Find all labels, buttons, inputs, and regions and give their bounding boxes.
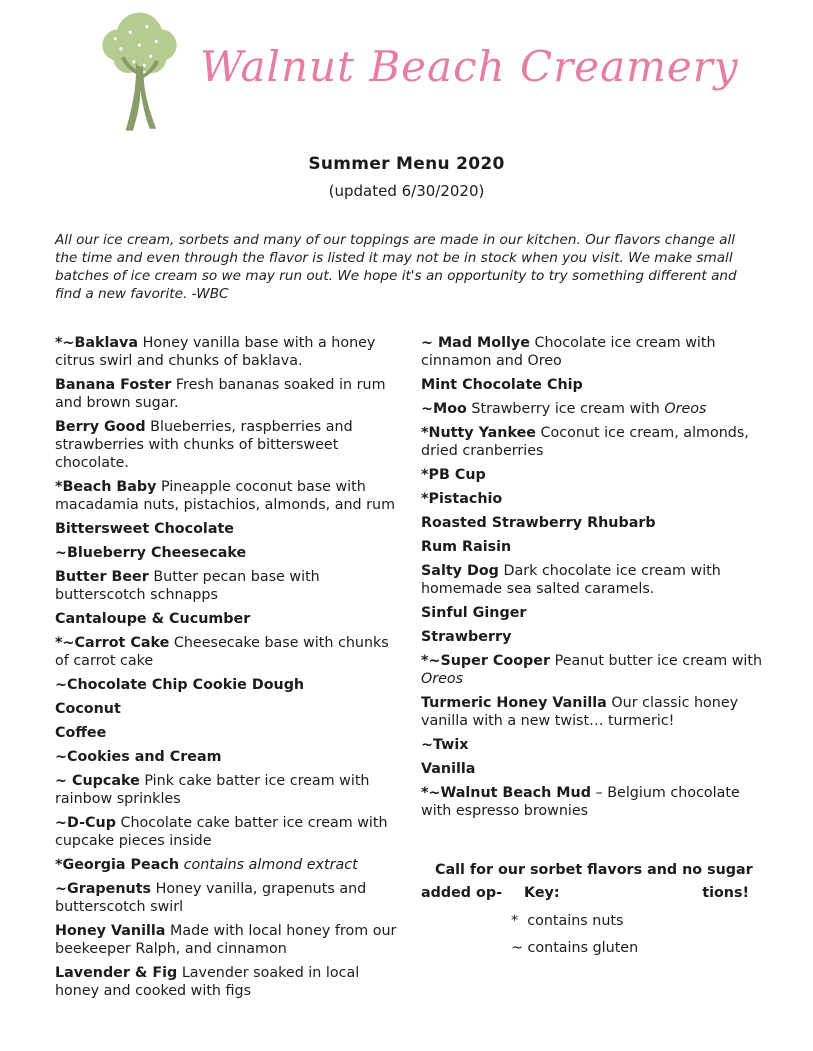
item-name: Salty Dog (421, 562, 499, 579)
key-legend-item: ~ contains gluten (511, 939, 639, 956)
item-name: *Nutty Yankee (421, 424, 536, 441)
item-name: *Beach Baby (55, 478, 157, 495)
menu-columns (55, 334, 763, 1006)
item-name: ~Grapenuts (55, 880, 152, 897)
menu-item (421, 628, 763, 646)
menu-item (421, 514, 763, 532)
menu-item (421, 760, 763, 778)
menu-item (55, 772, 397, 808)
brand-script-title: Walnut Beach Creamery (200, 42, 739, 91)
key-legend-item: * contains nuts (511, 912, 624, 929)
menu-item (55, 376, 397, 412)
item-name: Lavender & Fig (55, 964, 178, 981)
item-description: Honey vanilla, grapenuts and butterscotch swirl (55, 880, 367, 915)
item-name: Turmeric Honey Vanilla (421, 694, 607, 711)
menu-item (421, 604, 763, 622)
item-description: Butter pecan base with butterscotch schnapps (55, 568, 320, 603)
sorbet-note-line2-left: added op- (421, 884, 503, 901)
menu-item (55, 964, 397, 1000)
menu-item (421, 538, 763, 556)
item-name: ~D-Cup (55, 814, 116, 831)
menu-item (55, 634, 397, 670)
key-legend (421, 913, 763, 956)
menu-item (421, 466, 763, 484)
item-description-italic: Oreos (421, 670, 464, 687)
menu-item (55, 544, 397, 562)
menu-item (55, 748, 397, 766)
menu-title: Summer Menu 2020 (308, 154, 505, 174)
item-name: *Georgia Peach (55, 856, 180, 873)
sorbet-note-and-key (421, 862, 763, 956)
menu-item (55, 856, 397, 874)
item-name: *PB Cup (421, 466, 486, 483)
item-description: Chocolate ice cream with cinnamon and Oreo (421, 334, 716, 369)
item-name: Berry Good (55, 418, 146, 435)
item-name: Bittersweet Chocolate (55, 520, 235, 537)
item-name: *~Walnut Beach Mud (421, 784, 591, 801)
item-description: Strawberry ice cream with (471, 400, 665, 417)
menu-item (55, 724, 397, 742)
item-name: Mint Chocolate Chip (421, 376, 583, 393)
menu-item (55, 568, 397, 604)
item-name: Coffee (55, 724, 107, 741)
item-name: *~Super Cooper (421, 652, 551, 669)
item-name: *Pistachio (421, 490, 503, 507)
menu-item (55, 676, 397, 694)
item-description-italic: Oreos (664, 400, 707, 417)
item-description: Dark chocolate ice cream with homemade sea salted caramels. (421, 562, 721, 597)
sorbet-note-line1: Call for our sorbet flavors and no sugar (435, 861, 753, 878)
item-description: – Belgium chocolate with espresso brownies (421, 784, 740, 819)
item-name: Roasted Strawberry Rhubarb (421, 514, 656, 531)
item-description-italic: contains almond extract (183, 856, 358, 873)
menu-item (55, 700, 397, 718)
menu-item (55, 478, 397, 514)
item-name: ~Blueberry Cheesecake (55, 544, 247, 561)
menu-item (421, 562, 763, 598)
item-description: Pineapple coconut base with macadamia nuts, pistachios, almonds, and rum (55, 478, 396, 513)
menu-item (421, 694, 763, 730)
item-description: Our classic honey vanilla with a new twist… turmeric! (421, 694, 739, 729)
tree-logo-icon (92, 8, 187, 138)
item-name: ~ Mad Mollye (421, 334, 530, 351)
item-description: Pink cake batter ice cream with rainbow sprinkles (55, 772, 370, 807)
item-description: Lavender soaked in local honey and cooked with figs (55, 964, 360, 999)
item-description: Blueberries, raspberries and strawberries with chunks of bittersweet chocolate. (55, 418, 353, 471)
menu-item (421, 334, 763, 370)
menu-item (55, 922, 397, 958)
menu-item (421, 490, 763, 508)
menu-list-left (55, 334, 397, 1000)
item-name: Vanilla (421, 760, 476, 777)
item-description: Made with local honey from our beekeeper Ralph, and cinnamon (55, 922, 397, 957)
menu-item (55, 418, 397, 472)
menu-list-right (421, 334, 763, 820)
item-description: Chocolate cake batter ice cream with cupcake pieces inside (55, 814, 388, 849)
item-name: ~Chocolate Chip Cookie Dough (55, 676, 305, 693)
menu-item (421, 400, 763, 418)
item-name: Coconut (55, 700, 121, 717)
menu-item (55, 610, 397, 628)
item-description: Honey vanilla base with a honey citrus swirl and chunks of baklava. (55, 334, 376, 369)
item-description: Coconut ice cream, almonds, dried cranberries (421, 424, 749, 459)
menu-item (55, 814, 397, 850)
menu-item (421, 784, 763, 820)
item-name: Strawberry (421, 628, 512, 645)
key-label: Key: (524, 884, 560, 901)
menu-column-left (55, 334, 397, 1006)
menu-item (421, 376, 763, 394)
menu-item (55, 880, 397, 916)
item-name: Banana Foster (55, 376, 172, 393)
item-name: Cantaloupe & Cucumber (55, 610, 251, 627)
header (0, 0, 813, 140)
item-name: ~Moo (421, 400, 467, 417)
sorbet-note-line2 (421, 885, 763, 901)
item-name: Sinful Ginger (421, 604, 527, 621)
menu-item (55, 334, 397, 370)
item-name: *~Carrot Cake (55, 634, 170, 651)
menu-column-right (421, 334, 763, 1006)
menu-item (421, 652, 763, 688)
intro-paragraph: All our ice cream, sorbets and many of our toppings are made in our kitchen. Our flavors change all the time and even through the flavor is listed it may not be in stock when you visit. We make small batches of ice cream so we may run out. We hope it's an opportunity to try something different and find a new favorite. -WBC (55, 232, 737, 302)
sorbet-note-line2-right: tions! (702, 884, 749, 901)
menu-item (55, 520, 397, 538)
menu-item (421, 424, 763, 460)
item-description: Fresh bananas soaked in rum and brown sugar. (55, 376, 386, 411)
item-name: Rum Raisin (421, 538, 512, 555)
item-name: Honey Vanilla (55, 922, 166, 939)
item-name: *~Baklava (55, 334, 139, 351)
menu-item (421, 736, 763, 754)
item-name: ~ Cupcake (55, 772, 140, 789)
menu-updated-date: (updated 6/30/2020) (328, 182, 485, 200)
item-description: Peanut butter ice cream with (554, 652, 763, 669)
item-description: Cheesecake base with chunks of carrot cake (55, 634, 389, 669)
item-name: Butter Beer (55, 568, 149, 585)
item-name: ~Twix (421, 736, 469, 753)
item-name: ~Cookies and Cream (55, 748, 222, 765)
